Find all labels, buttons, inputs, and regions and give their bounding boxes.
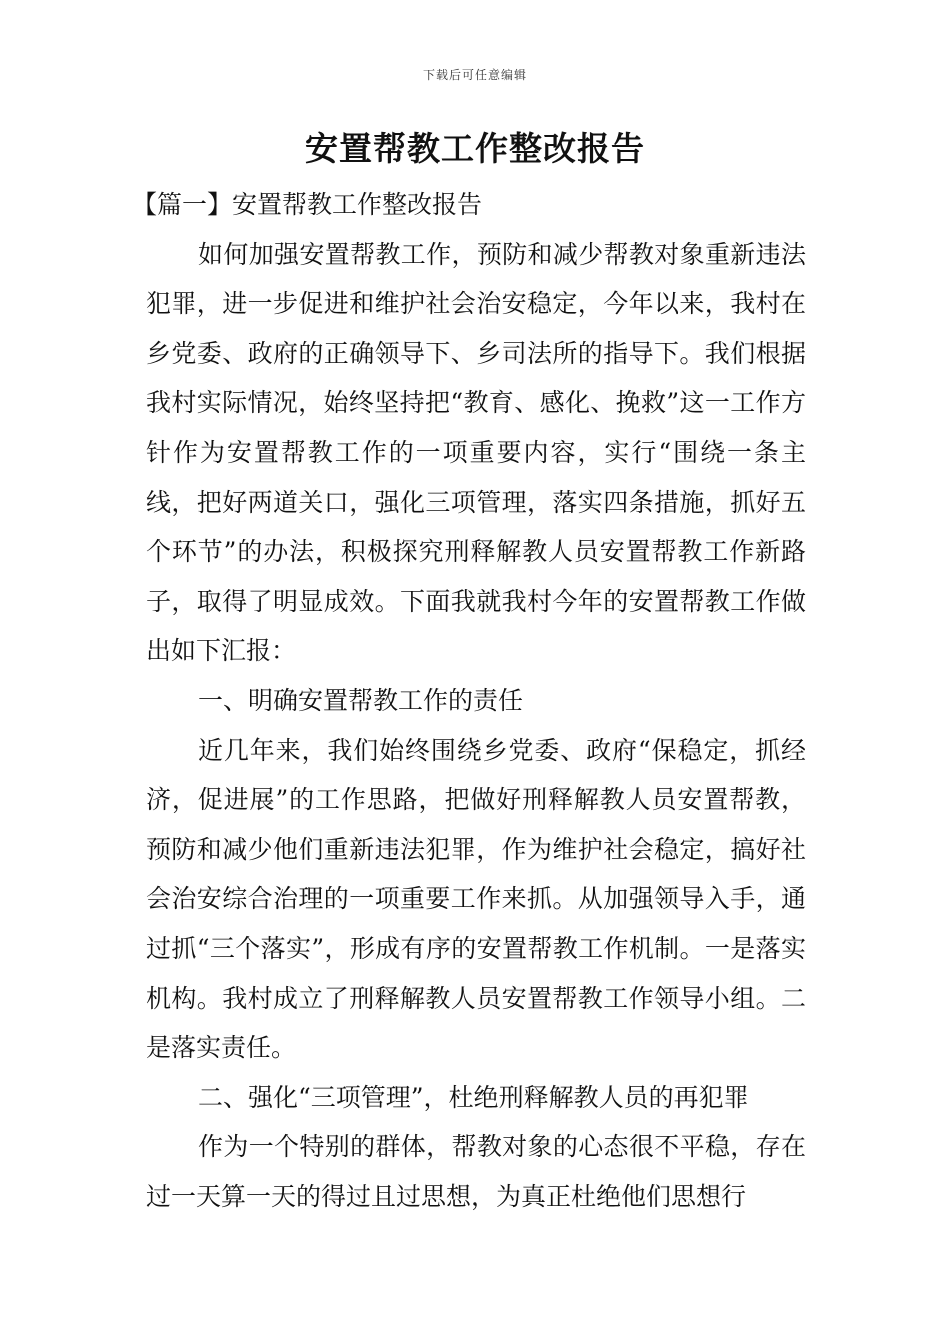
section-label: 【篇一】安置帮教工作整改报告 — [132, 190, 483, 219]
header-note: 下载后可任意编辑 — [422, 68, 527, 82]
heading-one: 一、明确安置帮教工作的责任 — [198, 685, 524, 715]
paragraph-one: 近几年来，我们始终围绕乡党委、政府“保稳定，抓经济，促进展”的工作思路，把做好刑释解教人员安置帮教，预防和减少他们重新违法犯罪，作为维护社会稳定，搞好社会治安综合治理的一项重要工作来抓。从加强领导入手，通过抓“三个落实”，形成有序的安置帮教工作机制。一是落实机构。我村成立了刑释解教人员安置帮教工作领导小组。二是落实责任。 — [146, 735, 806, 1063]
paragraph-two: 作为一个特别的群体，帮教对象的心态很不平稳，存在过一天算一天的得过且过思想，为真正杜绝他们思想行 — [146, 1132, 806, 1211]
document-body — [132, 180, 806, 1221]
document-title: 安置帮教工作整改报告 — [305, 129, 645, 168]
heading-two: 二、强化“三项管理”，杜绝刑释解教人员的再犯罪 — [198, 1082, 749, 1112]
paragraph-intro: 如何加强安置帮教工作，预防和减少帮教对象重新违法犯罪，进一步促进和维护社会治安稳定，今年以来，我村在乡党委、政府的正确领导下、乡司法所的指导下。我们根据我村实际情况，始终坚持把“教育、感化、挽救”这一工作方针作为安置帮教工作的一项重要内容，实行“围绕一条主线，把好两道关口，强化三项管理，落实四条措施，抓好五个环节”的办法，积极探究刑释解教人员安置帮教工作新路子，取得了明显成效。下面我就我村今年的安置帮教工作做出如下汇报： — [146, 239, 806, 666]
